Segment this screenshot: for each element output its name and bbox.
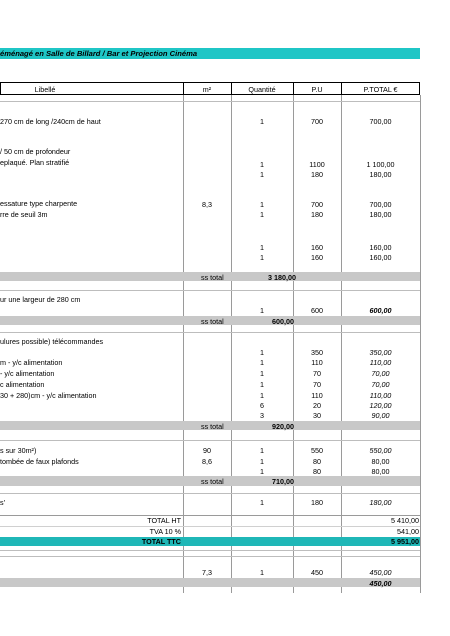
line-label: ulures possible) télécommandes [0, 337, 104, 346]
line-total: 550,00 [369, 446, 392, 455]
line-pu: 110 [311, 358, 323, 367]
subtotal-label: ss total [201, 273, 224, 282]
line-qty: 1 [260, 369, 264, 378]
header-pu: P.U [311, 85, 323, 94]
line-total: 700,00 [369, 117, 392, 126]
line-m2: 7,3 [202, 568, 212, 577]
line-total: 80,00 [371, 467, 390, 476]
line-pu: 160 [311, 243, 323, 252]
subtotal-value: 920,00 [272, 422, 294, 431]
line-qty: 6 [260, 401, 264, 410]
line-pu: 450 [311, 568, 323, 577]
line-label: tombée de faux plafonds [0, 457, 79, 466]
line-pu: 1100 [309, 160, 325, 169]
line-total: 70,00 [371, 369, 390, 378]
line-pu: 80 [313, 457, 321, 466]
line-total: 160,00 [369, 243, 392, 252]
line-qty: 1 [260, 160, 264, 169]
line-qty: 1 [260, 568, 264, 577]
subtotal-label: ss total [201, 477, 224, 486]
line-label: 270 cm de long /240cm de haut [0, 117, 101, 126]
line-pu: 160 [311, 253, 323, 262]
line-pu: 80 [313, 467, 321, 476]
line-label: ur une largeur de 280 cm [0, 295, 81, 304]
total-ht-label: TOTAL HT [147, 516, 181, 525]
line-label: s' [0, 498, 5, 507]
total-ttc-label: TOTAL TTC [141, 537, 181, 546]
line-qty: 1 [260, 498, 264, 507]
line-pu: 600 [311, 306, 323, 315]
line-pu: 20 [313, 401, 321, 410]
line-qty: 1 [260, 348, 264, 357]
row-separator [0, 332, 420, 333]
header-ptotal: P.TOTAL € [363, 85, 398, 94]
line-label: - y/c alimentation [0, 369, 55, 378]
line-qty: 1 [260, 457, 264, 466]
line-qty: 1 [260, 306, 264, 315]
line-pu: 110 [311, 391, 323, 400]
line-label: c alimentation [0, 380, 45, 389]
line-total: 1 100,00 [366, 160, 395, 169]
subtotal-label: ss total [201, 317, 224, 326]
line-qty: 1 [260, 170, 264, 179]
line-pu: 180 [311, 498, 323, 507]
row-separator [0, 290, 420, 291]
line-pu: 550 [311, 446, 323, 455]
header-libelle: Libellé [34, 85, 56, 94]
line-total: 350,00 [369, 348, 392, 357]
line-label: eplaqué. Plan stratifié [0, 158, 70, 167]
line-label: / 50 cm de profondeur [0, 147, 71, 156]
line-m2: 90 [203, 446, 211, 455]
row-separator [0, 556, 420, 557]
line-total: 80,00 [371, 457, 390, 466]
line-label: s sur 30m²) [0, 446, 37, 455]
line-pu: 70 [313, 369, 321, 378]
row-separator [0, 101, 420, 102]
line-qty: 1 [260, 243, 264, 252]
column-line [420, 95, 421, 593]
line-label: rre de seuil 3m [0, 210, 48, 219]
row-separator [0, 440, 420, 441]
line-total: 70,00 [371, 380, 390, 389]
line-m2: 8,6 [202, 457, 212, 466]
total-ht-value: 5 410,00 [391, 516, 419, 525]
line-pu: 180 [311, 170, 323, 179]
line-qty: 1 [260, 380, 264, 389]
subtotal-value: 3 180,00 [268, 273, 296, 282]
line-total: 180,00 [369, 170, 392, 179]
line-pu: 180 [311, 210, 323, 219]
header-quantite: Quantité [248, 85, 276, 94]
line-total: 110,00 [369, 391, 392, 400]
line-qty: 1 [260, 210, 264, 219]
line-total: 450,00 [369, 568, 392, 577]
column-line [183, 95, 184, 593]
line-qty: 1 [260, 253, 264, 262]
subtotal-value: 600,00 [272, 317, 294, 326]
document-title: éménagé en Salle de Billard / Bar et Projection Cinéma [0, 49, 198, 58]
line-pu: 700 [311, 117, 323, 126]
line-total: 700,00 [369, 200, 392, 209]
tva-label: TVA 10 % [149, 527, 181, 536]
line-total: 90,00 [371, 411, 390, 420]
subtotal-value: 450,00 [369, 579, 392, 588]
line-label: m - y/c alimentation [0, 358, 63, 367]
line-total: 110,00 [369, 358, 392, 367]
line-total: 160,00 [369, 253, 392, 262]
line-qty: 1 [260, 446, 264, 455]
row-separator [0, 550, 420, 551]
line-total: 180,00 [369, 210, 392, 219]
subtotal-label: ss total [201, 422, 224, 431]
subtotal-value: 710,00 [272, 477, 294, 486]
line-m2: 8,3 [202, 200, 212, 209]
line-pu: 700 [311, 200, 323, 209]
line-qty: 1 [260, 200, 264, 209]
line-total: 180,00 [369, 498, 392, 507]
line-qty: 1 [260, 358, 264, 367]
line-total: 120,00 [369, 401, 392, 410]
line-total: 600,00 [369, 306, 392, 315]
line-qty: 1 [260, 467, 264, 476]
total-ttc-value: 5 951,00 [391, 537, 419, 546]
line-qty: 3 [260, 411, 264, 420]
line-label: essature type charpente [0, 199, 78, 208]
line-label: 30 + 280)cm - y/c alimentation [0, 391, 97, 400]
header-m2: m² [202, 85, 212, 94]
row-separator [0, 493, 420, 494]
line-qty: 1 [260, 117, 264, 126]
tva-value: 541,00 [397, 527, 419, 536]
line-pu: 350 [311, 348, 323, 357]
line-qty: 1 [260, 391, 264, 400]
line-pu: 70 [313, 380, 321, 389]
line-pu: 30 [313, 411, 321, 420]
